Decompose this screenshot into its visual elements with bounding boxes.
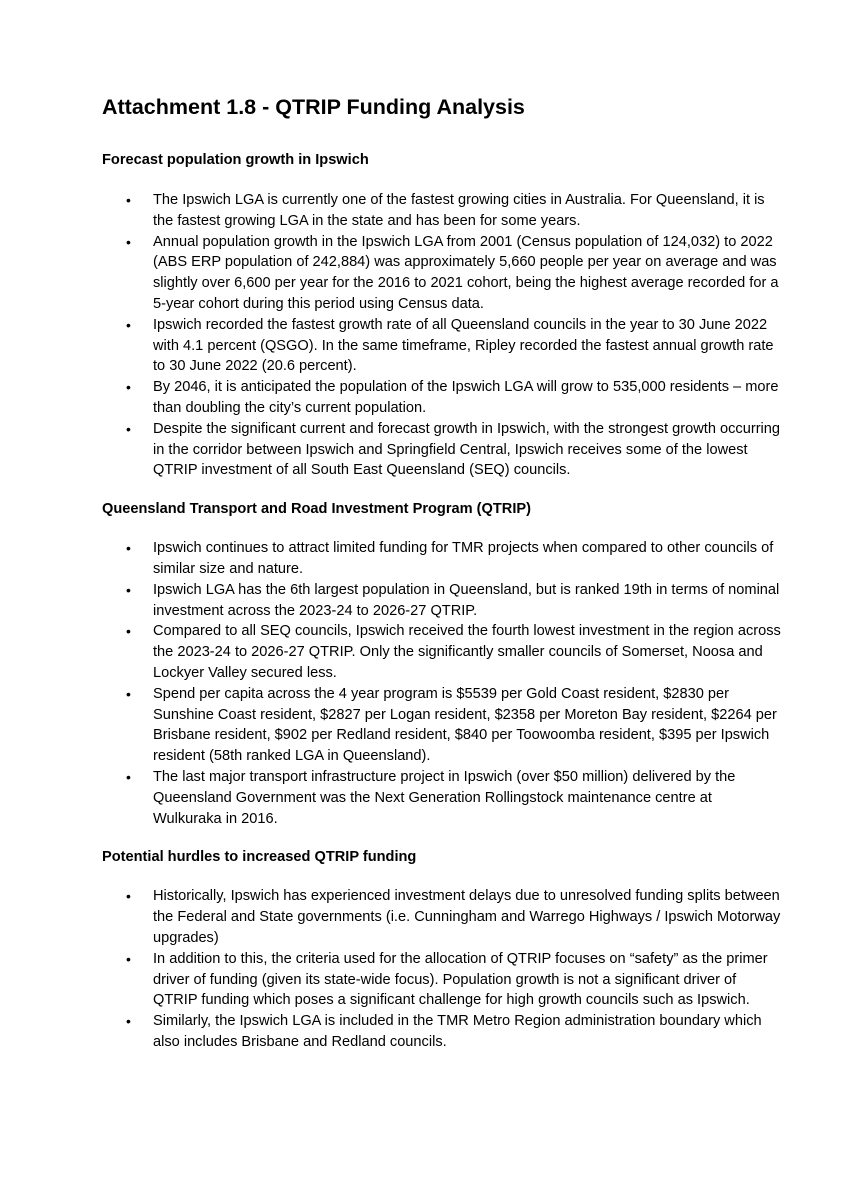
list-item-text: Ipswich LGA has the 6th largest population in Queensland, but is ranked 19th in terms of nominal investment across the 2023-24 to 2026-27 QTRIP. — [153, 581, 780, 619]
bullet-icon: • — [126, 888, 131, 905]
list-item-text: Similarly, the Ipswich LGA is included in the TMR Metro Region administration boundary which also includes Brisbane and Redland councils. — [153, 1013, 762, 1050]
bullet-icon: • — [126, 420, 131, 437]
list-item — [102, 580, 782, 622]
list-item-text: Ipswich continues to attract limited funding for TMR projects when compared to other councils of similar size and nature. — [153, 540, 774, 577]
list-item — [102, 315, 782, 377]
section-heading: Potential hurdles to increased QTRIP funding — [102, 849, 417, 866]
list-item — [102, 886, 782, 948]
bullet-icon: • — [126, 316, 131, 333]
list-item — [102, 419, 782, 481]
list-item — [102, 1011, 782, 1053]
list-item-text: Annual population growth in the Ipswich LGA from 2001 (Census population of 124,032) to 2022 (ABS ERP population of 242,884) was approximately 5,660 people per year on average and was slightly over 6,600 per year for the 2016 to 2021 cohort, being the highest average recorded for a 5-year cohort during this period using Census data. — [153, 233, 779, 312]
bullet-icon: • — [126, 768, 131, 785]
list-item-text: Compared to all SEQ councils, Ipswich received the fourth lowest investment in the region across the 2023-24 to 2026-27 QTRIP. Only the significantly smaller councils of Somerset, Noosa and Lockyer Valley secured less. — [153, 623, 781, 681]
list-item-text: In addition to this, the criteria used for the allocation of QTRIP focuses on “safety” as the primer driver of funding (given its state-wide focus). Population growth is not a significant driver of QTRIP funding which poses a significant challenge for high growth councils such as Ipswich. — [153, 950, 768, 1009]
section-heading: Forecast population growth in Ipswich — [102, 152, 369, 168]
bullet-list — [102, 190, 782, 481]
document-page — [102, 92, 782, 1053]
list-item-text: Ipswich recorded the fastest growth rate of all Queensland councils in the year to 30 June 2022 with 4.1 percent (QSGO). In the same timeframe, Ripley recorded the fastest annual growth rate to 30 June 2022 (20.6 percent). — [153, 316, 774, 375]
section-qtrip — [102, 499, 782, 829]
bullet-list — [102, 538, 782, 829]
bullet-icon: • — [126, 950, 131, 967]
list-item — [102, 684, 782, 767]
list-item — [102, 538, 782, 580]
bullet-list — [102, 886, 782, 1052]
section-population-growth — [102, 150, 782, 481]
list-item — [102, 232, 782, 315]
bullet-icon: • — [126, 540, 131, 557]
list-item — [102, 190, 782, 232]
list-item-text: By 2046, it is anticipated the population of the Ipswich LGA will grow to 535,000 residents – more than doubling the city’s current population. — [153, 379, 779, 416]
document-title: Attachment 1.8 - QTRIP Funding Analysis — [102, 95, 525, 119]
bullet-icon: • — [126, 581, 131, 598]
list-item — [102, 621, 782, 683]
list-item-text: The Ipswich LGA is currently one of the fastest growing cities in Australia. For Queensland, it is the fastest growing LGA in the state and has been for some years. — [153, 192, 765, 229]
list-item — [102, 949, 782, 1011]
bullet-icon: • — [126, 623, 131, 640]
bullet-icon: • — [126, 685, 131, 702]
bullet-icon: • — [126, 379, 131, 396]
list-item — [102, 767, 782, 829]
bullet-icon: • — [126, 192, 131, 208]
list-item — [102, 377, 782, 419]
list-item-text: Despite the significant current and forecast growth in Ipswich, with the strongest growth occurring in the corridor between Ipswich and Springfield Central, Ipswich receives some of the lowest QTRIP investment of all South East Queensland (SEQ) councils. — [153, 420, 781, 479]
list-item-text: The last major transport infrastructure project in Ipswich (over $50 million) delivered by the Queensland Government was the Next Generation Rollingstock maintenance centre at Wulkuraka in 2016. — [153, 768, 736, 827]
section-hurdles — [102, 847, 782, 1052]
bullet-icon: • — [126, 233, 131, 250]
list-item-text: Spend per capita across the 4 year program is $5539 per Gold Coast resident, $2830 per Sunshine Coast resident, $2827 per Logan resident, $2358 per Moreton Bay resident, $2264 per Brisbane resident, $902 per Redland resident, $840 per Toowoomba resident, $395 per Ipswich resident (58th ranked LGA in Queensland). — [153, 685, 777, 765]
section-heading: Queensland Transport and Road Investment Program (QTRIP) — [102, 501, 531, 518]
list-item-text: Historically, Ipswich has experienced investment delays due to unresolved funding splits between the Federal and State governments (i.e. Cunningham and Warrego Highways / Ipswich Motorway upgrades) — [153, 888, 781, 946]
bullet-icon: • — [126, 1013, 131, 1030]
